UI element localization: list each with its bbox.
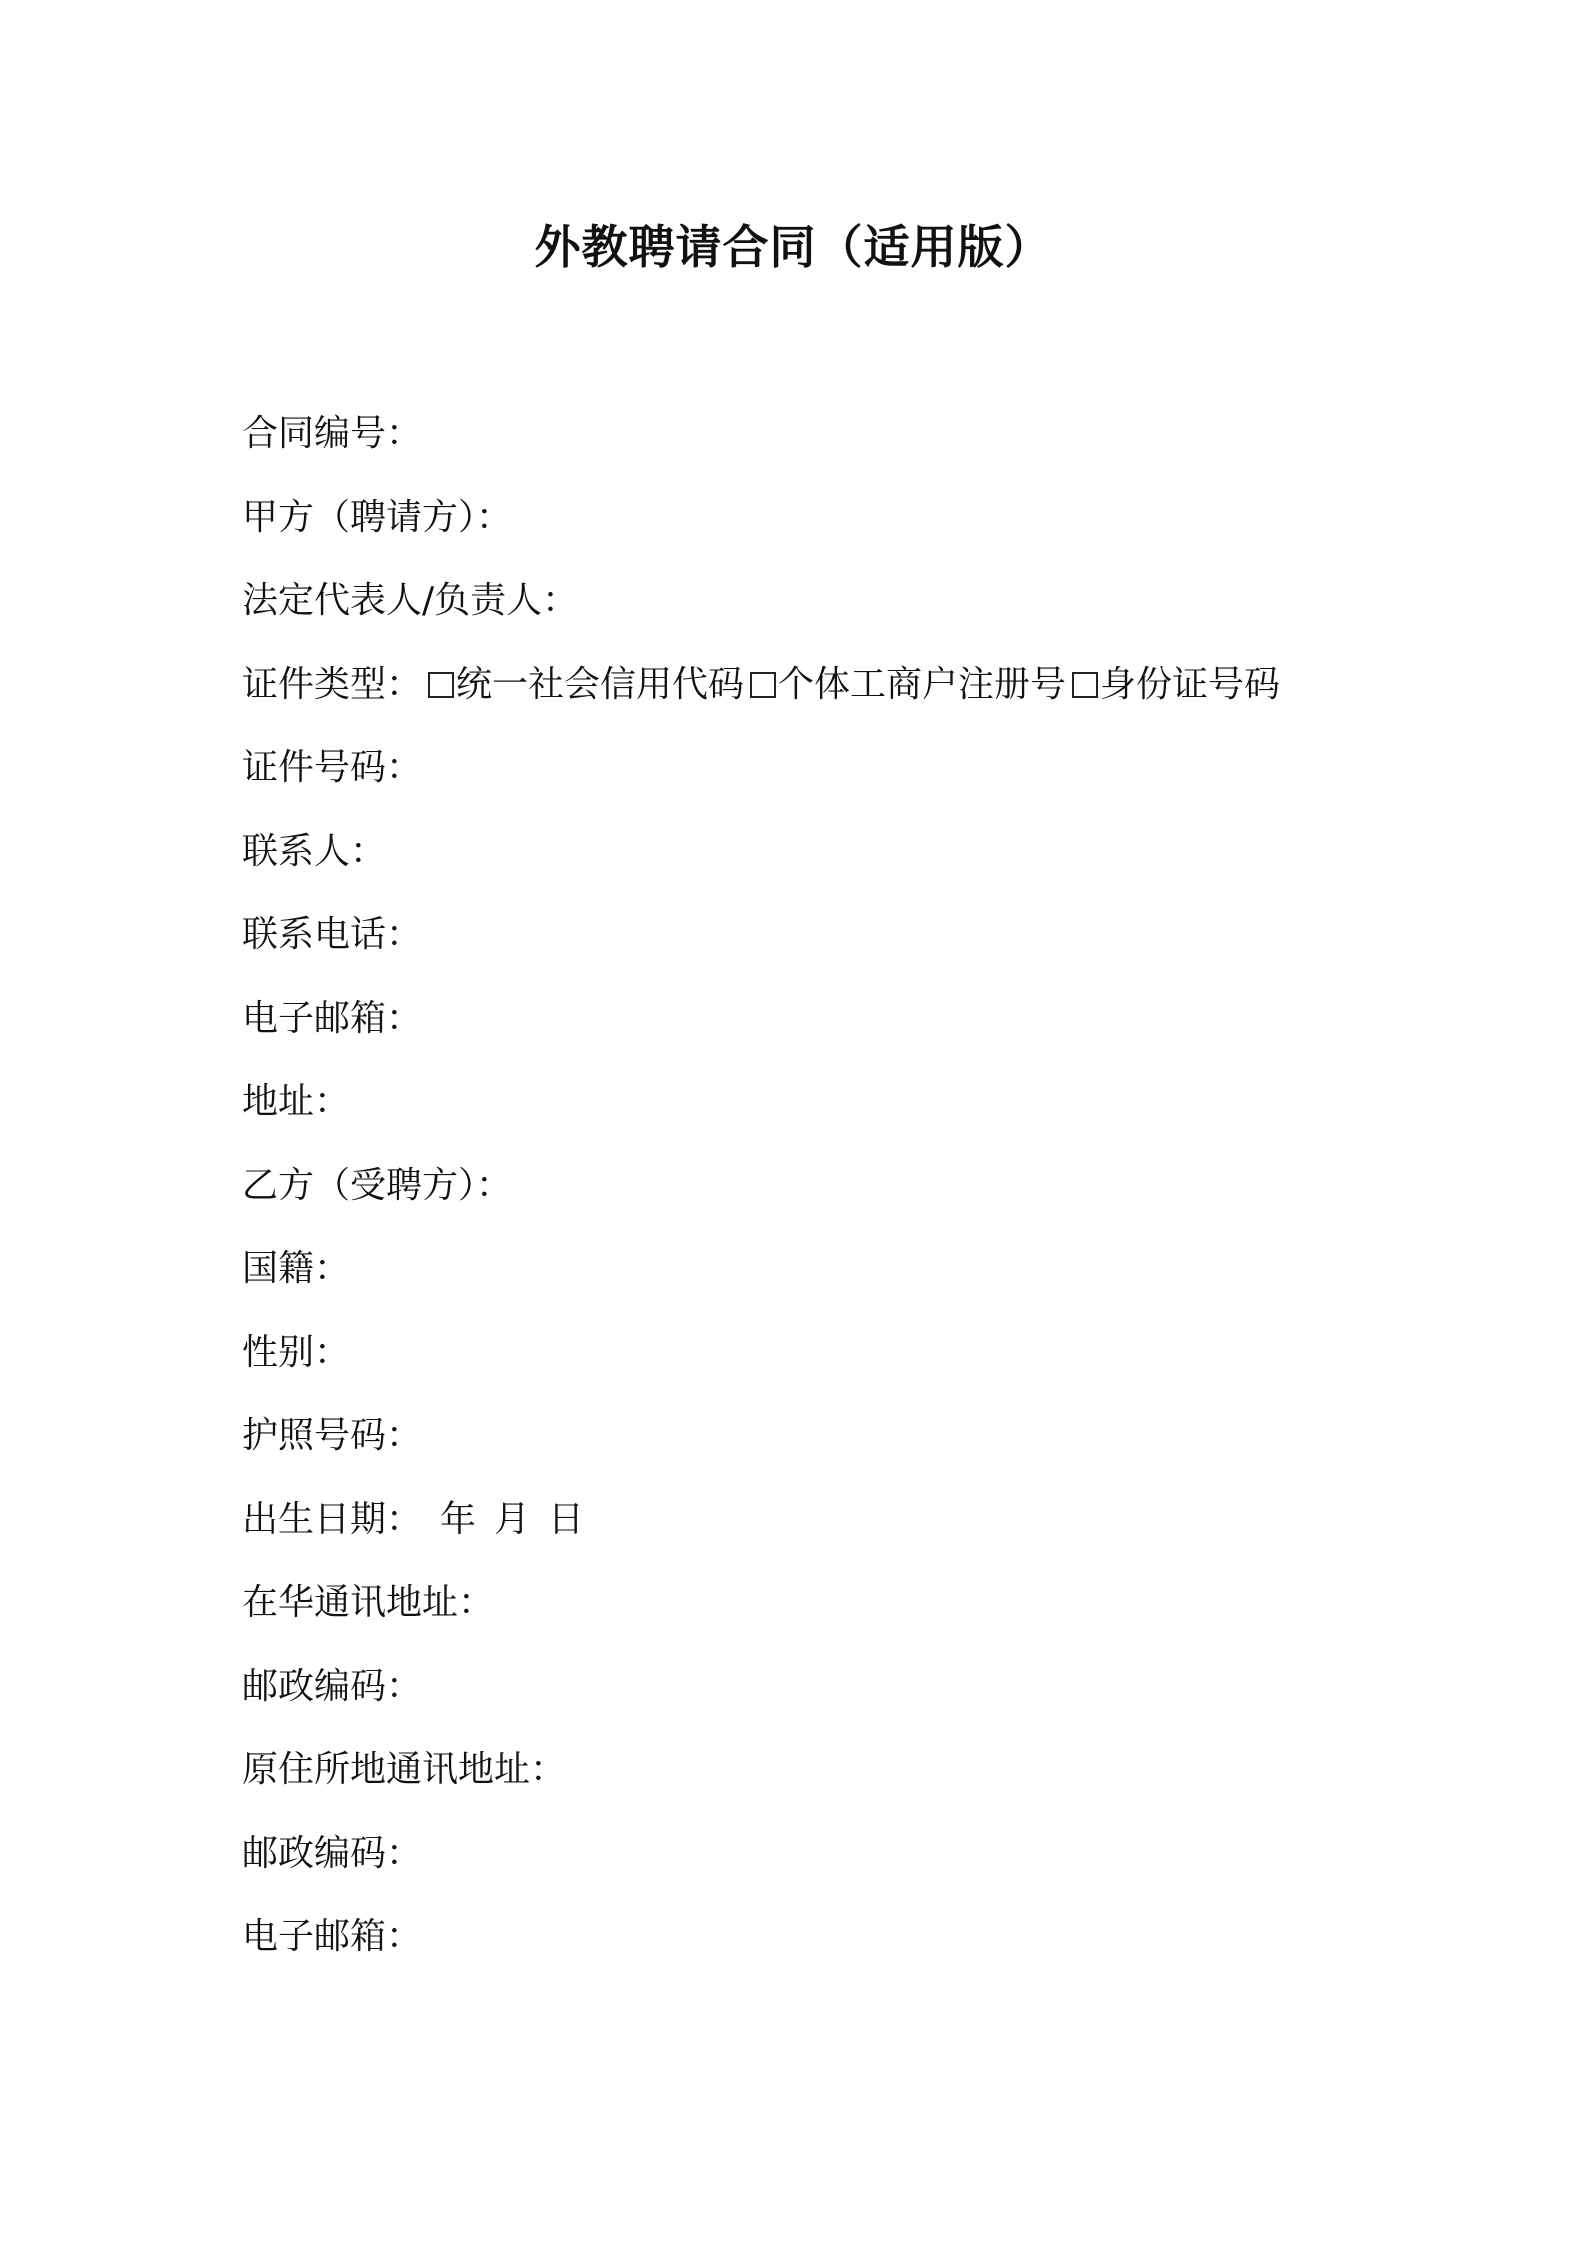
contact-phone-field: 联系电话： bbox=[242, 914, 423, 955]
checkbox-icon[interactable] bbox=[750, 672, 776, 698]
birth-date-month: 月 bbox=[494, 1498, 531, 1540]
option-credit-code: 统一社会信用代码 bbox=[456, 663, 745, 705]
postal-code-field-2: 邮政编码： bbox=[242, 1832, 423, 1874]
party-a-field: 甲方（聘请方）： bbox=[242, 496, 513, 538]
address-a-field: 地址： bbox=[242, 1081, 351, 1122]
contact-person-field: 联系人： bbox=[242, 830, 387, 872]
email-a-field: 电子邮箱： bbox=[242, 997, 423, 1039]
certificate-type-field bbox=[242, 655, 1392, 739]
party-b-field: 乙方（受聘方）： bbox=[242, 1164, 513, 1206]
certificate-type-options bbox=[422, 655, 1280, 715]
certificate-number-field: 证件号码： bbox=[242, 747, 423, 788]
checkbox-icon[interactable] bbox=[428, 672, 454, 698]
postal-code-field-1: 邮政编码： bbox=[242, 1665, 423, 1707]
china-address-field: 在华通讯地址： bbox=[242, 1582, 495, 1623]
option-id-number: 身份证号码 bbox=[1100, 663, 1281, 705]
birth-date-field bbox=[242, 1490, 1392, 1574]
contract-fields bbox=[242, 404, 1392, 1991]
legal-representative-field: 法定代表人/负责人： bbox=[242, 580, 579, 621]
passport-number-field: 护照号码： bbox=[242, 1415, 423, 1456]
email-b-field: 电子邮箱： bbox=[242, 1916, 423, 1957]
option-business-registration: 个体工商户注册号 bbox=[778, 663, 1067, 705]
gender-field: 性别： bbox=[242, 1331, 351, 1373]
certificate-type-label: 证件类型： bbox=[242, 663, 423, 705]
birth-date-day: 日 bbox=[548, 1498, 585, 1540]
birth-date-label: 出生日期： bbox=[242, 1498, 423, 1540]
birth-date-year: 年 bbox=[440, 1498, 477, 1540]
checkbox-icon[interactable] bbox=[1072, 672, 1098, 698]
contract-number-field: 合同编号： bbox=[242, 413, 423, 454]
home-address-field: 原住所地通讯地址： bbox=[242, 1749, 567, 1790]
nationality-field: 国籍： bbox=[242, 1248, 351, 1289]
document-title: 外教聘请合同（适用版） bbox=[534, 220, 1052, 274]
